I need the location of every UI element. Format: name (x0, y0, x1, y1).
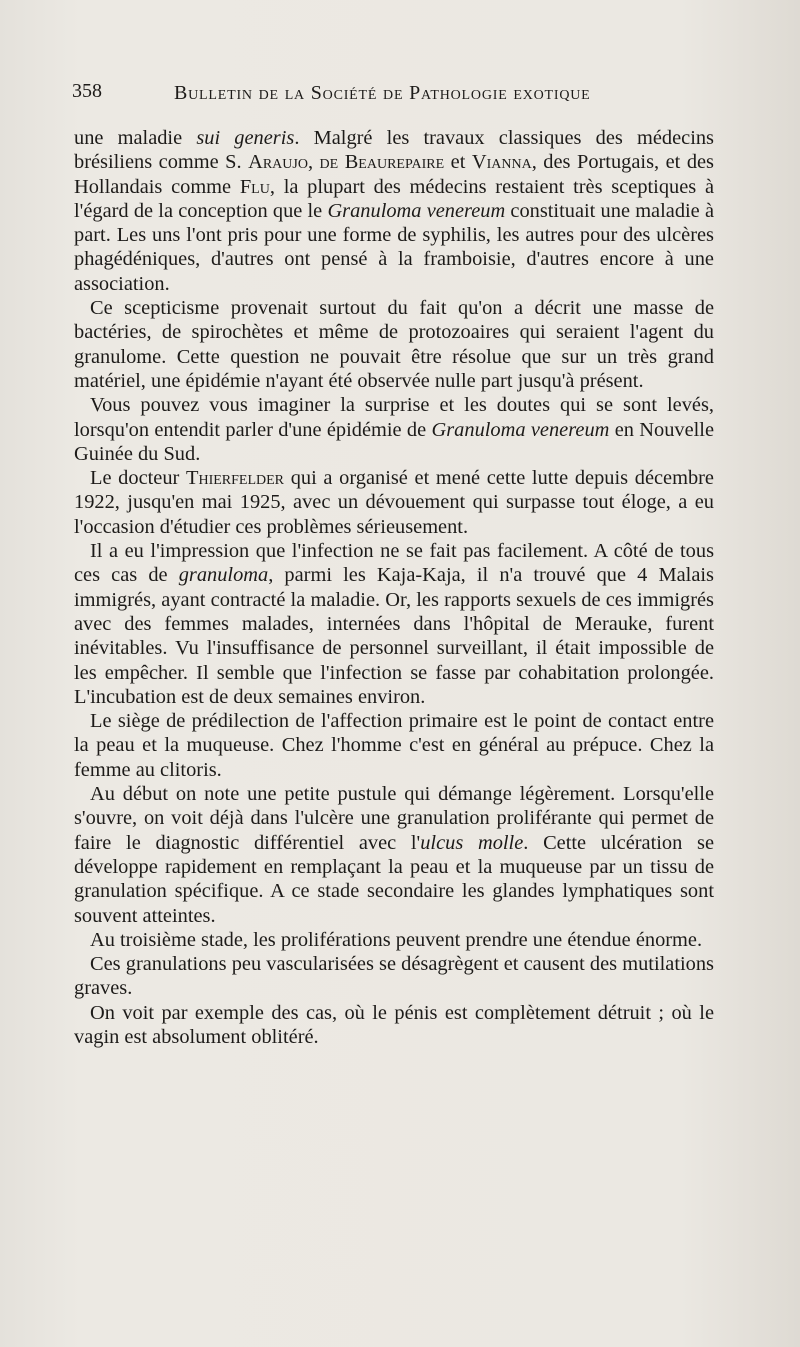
small-caps-name: Flu (239, 175, 270, 198)
text-run: et (444, 151, 472, 174)
text-run: qui a organisé et mené cette lutte depuis décembre 1922, jusqu'en mai 1925, avec un dévouement qui surpasse tout éloge, a eu l'occasion d'étudier ces problèmes sérieusement. (74, 467, 714, 538)
small-caps-name: Araujo (248, 151, 308, 174)
text-run: , la plupart des médecins restaient très sceptiques à l'égard de la conception que le (74, 175, 715, 222)
text-run: Au début on note une petite pustule qui démange légèrement. Lorsqu'elle s'ouvre, on voit déjà dans l'ulcère une granulation proliférante qui permet de faire le diagnostic différentiel avec l' (74, 783, 714, 854)
paragraph (74, 928, 714, 952)
paragraph (74, 393, 714, 466)
italic-text: sui generis (196, 127, 295, 149)
text-run: , des Portugais, et des Hollandais comme (74, 151, 714, 198)
italic-text: Granuloma venereum (327, 199, 506, 222)
italic-text: Granuloma venereum (431, 418, 610, 441)
paragraph (74, 782, 714, 928)
body-text (74, 126, 714, 1049)
paragraph (74, 126, 714, 296)
paragraph (74, 709, 714, 782)
page-header (72, 80, 722, 110)
text-run: Au troisième stade, les proliférations peuvent prendre une étendue énorme. (90, 928, 703, 951)
page-number: 358 (72, 80, 102, 102)
paragraph (74, 296, 714, 393)
text-run: constituait une maladie à part. Les uns l'ont pris pour une forme de syphilis, les autres pour des ulcères phagédéniques, d'autres ont pensé à la framboisie, d'autres encore à une association. (74, 199, 714, 295)
small-caps-name: Vianna (471, 151, 532, 174)
text-run: , parmi les Kaja-Kaja, il n'a trouvé que 4 Malais immigrés, ayant contracté la maladie. Or, les rapports sexuels de ces immigrés avec des femmes malades, internées dans l'hôpital de Merauke, furent inévitables. Vu l'insuffisance de personnel surveillant, il était impossible de les empêcher. Il semble que l'infection se fasse par cohabitation prolongée. L'incubation est de deux semaines environ. (74, 564, 714, 708)
text-run: en Nouvelle Guinée du Sud. (74, 418, 715, 465)
text-run: une maladie (74, 127, 197, 149)
text-run: Le siège de prédilection de l'affection primaire est le point de contact entre la peau et la muqueuse. Chez l'homme c'est en général au prépuce. Chez la femme au clitoris. (74, 710, 714, 781)
text-run: . Malgré les travaux classiques des médecins brésiliens comme S. (74, 127, 714, 174)
paragraph (74, 466, 714, 539)
text-run: , (307, 151, 320, 174)
text-run: Vous pouvez vous imaginer la surprise et les doutes qui se sont levés, lorsqu'on entendit parler d'une épidémie de (74, 394, 714, 441)
paragraph (74, 952, 714, 1001)
small-caps-name: Thierfelder (186, 467, 285, 490)
italic-text: granuloma (178, 564, 269, 587)
text-run: Ces granulations peu vascularisées se désagrègent et causent des mutilations graves. (74, 953, 714, 1000)
small-caps-name: de Beaurepaire (319, 151, 445, 174)
paragraph (74, 1001, 714, 1050)
paragraph (74, 539, 714, 709)
italic-text: ulcus molle (420, 831, 524, 854)
text-run: Ce scepticisme provenait surtout du fait qu'on a décrit une masse de bactéries, de spirochètes et même de protozoaires qui seraient l'agent du granulome. Cette question ne pouvait être résolue que sur un très grand matériel, une épidémie n'ayant été observée nulle part jusqu'à présent. (74, 297, 714, 392)
text-run: Le docteur (90, 467, 186, 490)
text-run: On voit par exemple des cas, où le pénis est complètement détruit ; où le vagin est absolument oblitéré. (74, 1001, 714, 1048)
text-run: . Cette ulcération se développe rapidement en remplaçant la peau et la muqueuse par un tissu de granulation spécifique. A ce stade secondaire les glandes lymphatiques sont souvent atteintes. (74, 831, 714, 927)
running-title: Bulletin de la Société de Pathologie exotique (174, 82, 591, 104)
text-run: Il a eu l'impression que l'infection ne se fait pas facilement. A côté de tous ces cas de (74, 540, 714, 587)
